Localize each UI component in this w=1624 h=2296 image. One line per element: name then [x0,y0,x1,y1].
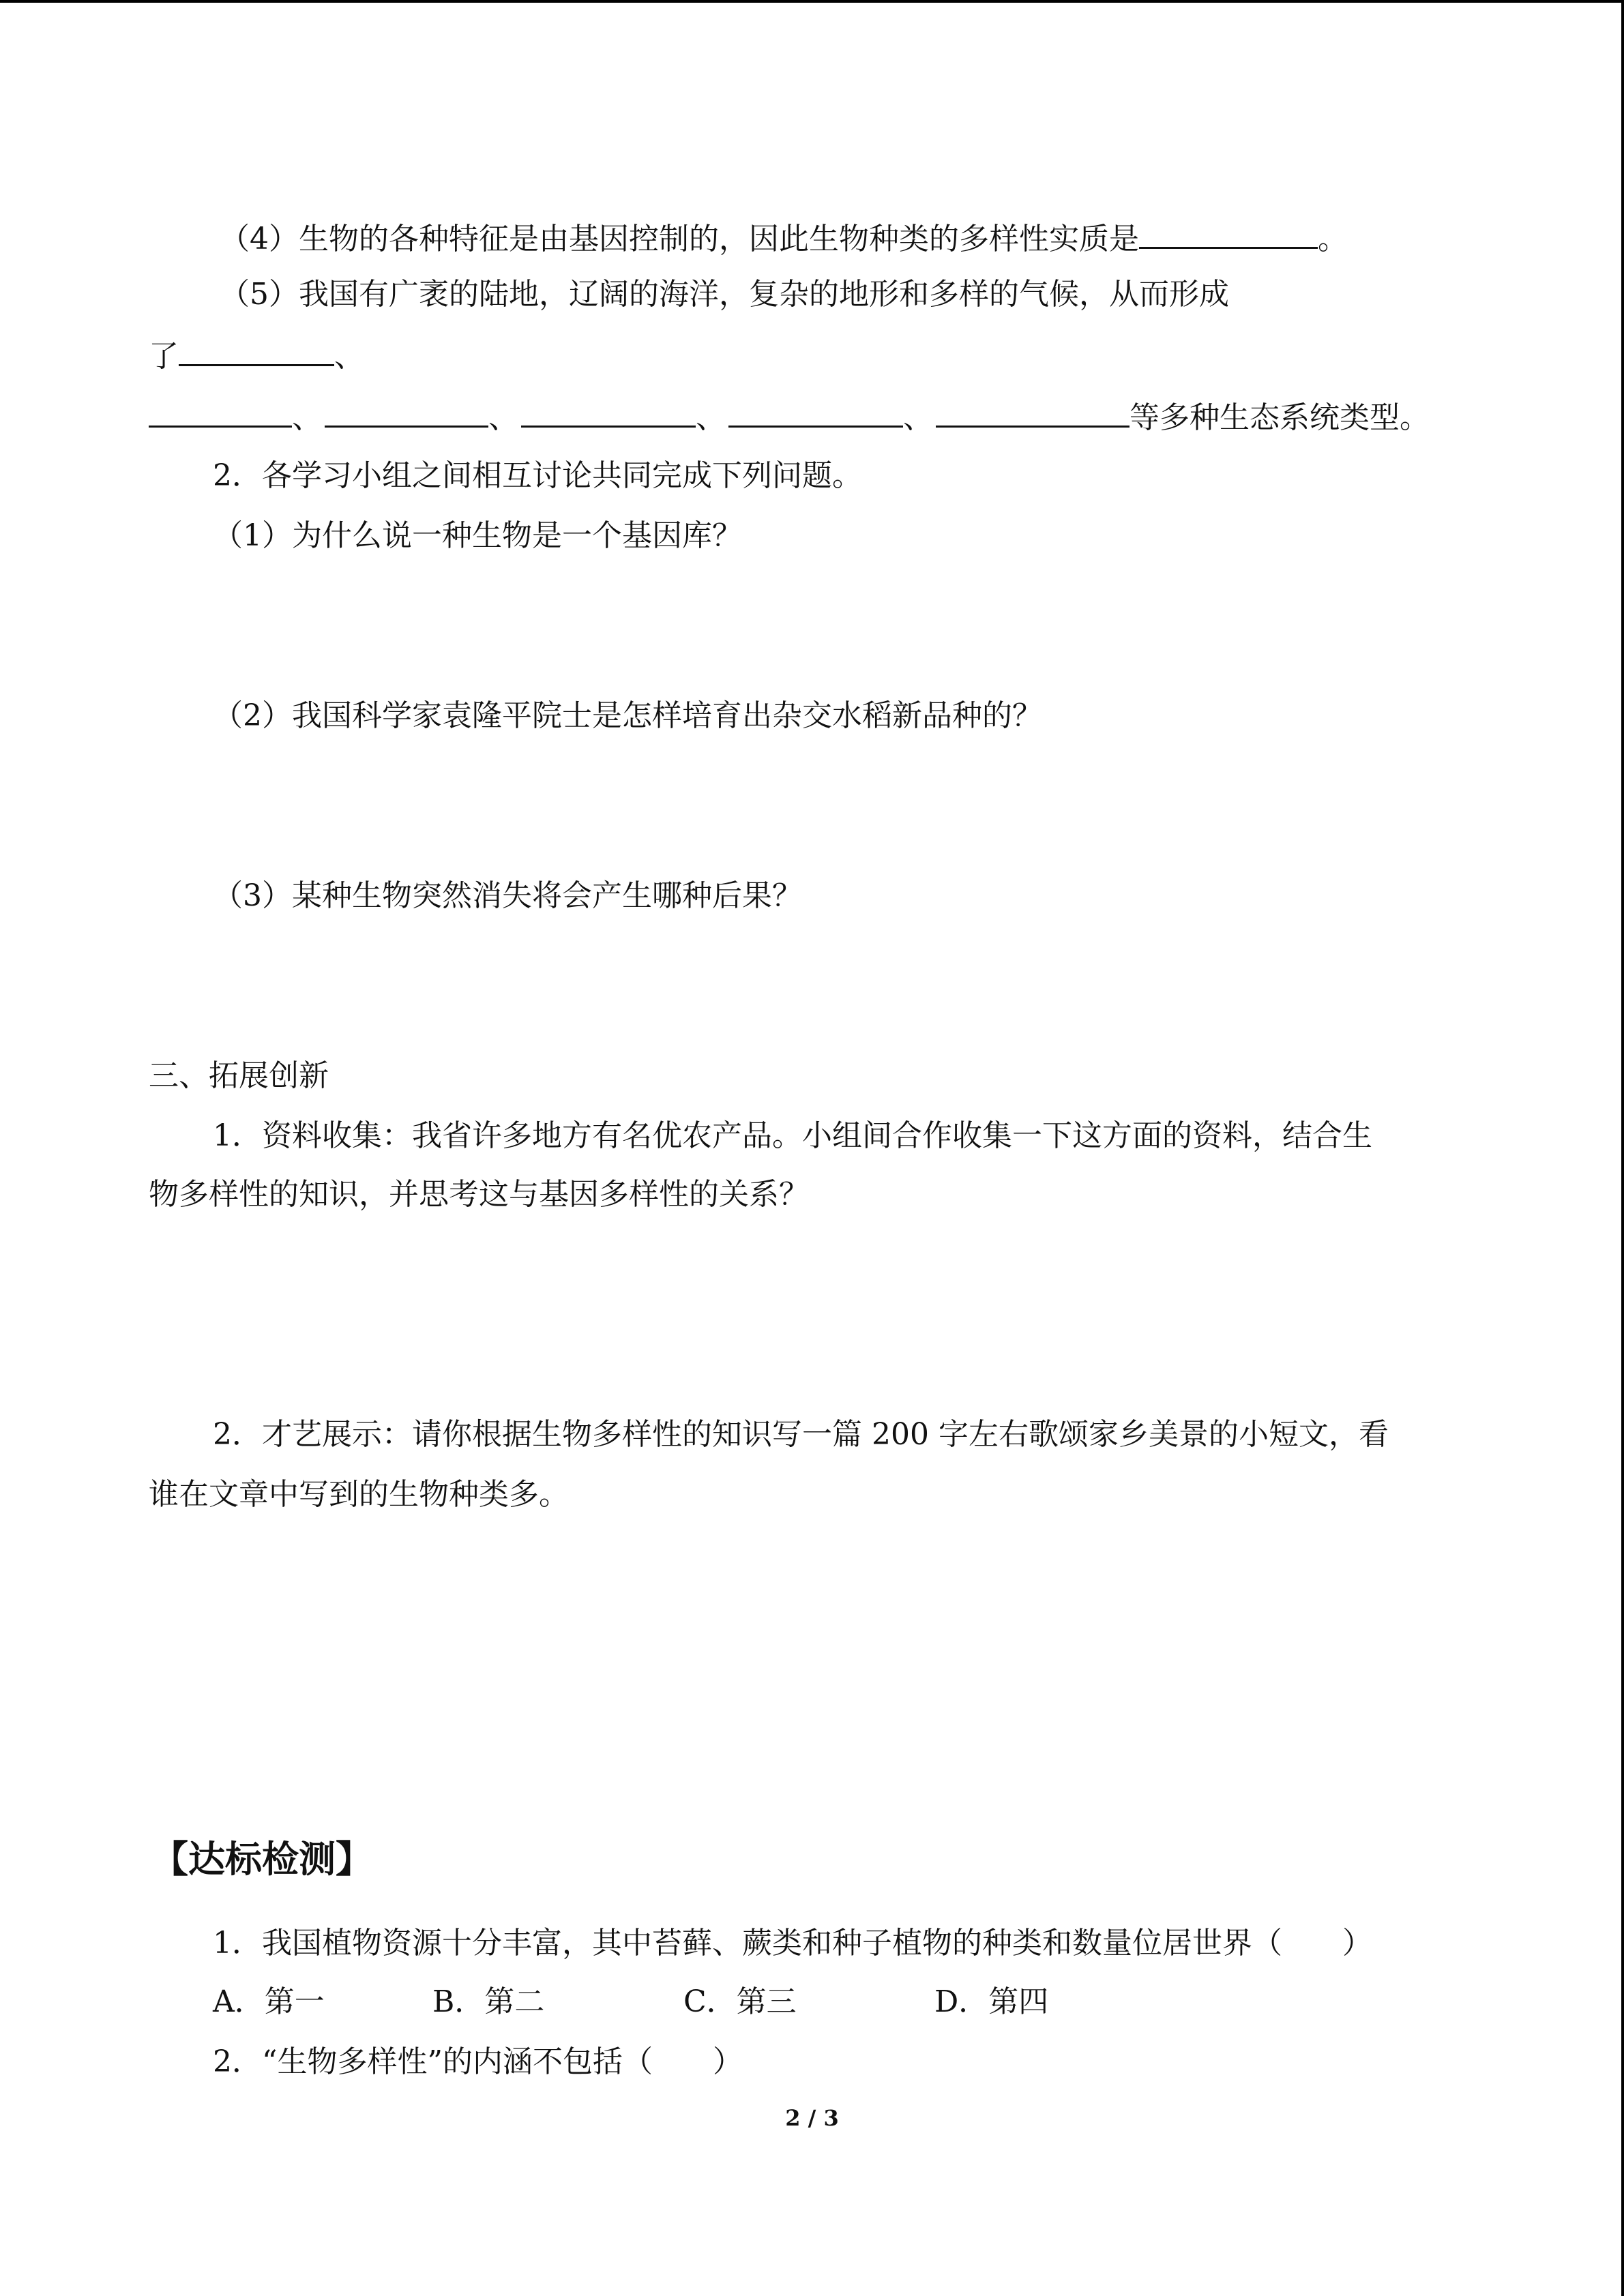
discussion-question-3: （3）某种生物突然消失将会产生哪种后果？ [213,878,802,913]
check-question-1: 1．我国植物资源十分丰富，其中苔藓、蕨类和种子植物的种类和数量位居世界（ ） [213,1926,1372,1960]
separator: 、 [292,400,322,435]
extension-item-1-line-2: 物多样性的知识，并思考这与基因多样性的关系？ [149,1177,809,1212]
answer-blank[interactable] [728,396,903,428]
separator: 、 [903,400,933,435]
check-question-2: 2．“生物多样性”的内涵不包括（ ） [213,2044,743,2079]
right-border-line [1621,0,1624,2296]
separator: 、 [488,400,518,435]
question-4-text: （4）生物的各种特征是由基因控制的，因此生物种类的多样性实质是 [220,222,1139,256]
question-5-prefix: 了 [149,339,179,374]
question-5-tail: 等多种生态系统类型。 [1130,400,1430,435]
discussion-title: 2．各学习小组之间相互讨论共同完成下列问题。 [213,458,862,493]
extension-item-2-line-2: 谁在文章中写到的生物种类多。 [149,1477,569,1512]
option-a: A．第一 [213,1984,325,2019]
answer-blank[interactable] [936,396,1130,428]
check-section-title: 【达标检测】 [151,1838,372,1881]
extension-item-1-line-1: 1．资料收集：我省许多地方有名优农产品。小组间合作收集一下这方面的资料，结合生 [213,1118,1372,1153]
answer-blank[interactable] [521,396,696,428]
option-c: C．第三 [683,1984,797,2019]
extension-item-2-line-1: 2．才艺展示：请你根据生物多样性的知识写一篇 200 字左右歌颂家乡美景的小短文，看 [213,1417,1389,1452]
answer-blank[interactable] [1139,217,1318,249]
question-4-line [220,217,1348,260]
top-border-line [0,0,1624,3]
question-5-line-2 [149,334,364,377]
page-number: 2 / 3 [785,2105,839,2131]
discussion-question-1: （1）为什么说一种生物是一个基因库？ [213,518,742,553]
extension-section-title: 三、拓展创新 [149,1058,329,1093]
question-4-end: 。 [1318,222,1348,256]
question-5-line-3 [149,396,1430,438]
option-d: D．第四 [934,1984,1049,2019]
separator: 、 [696,400,726,435]
answer-blank[interactable] [149,396,292,428]
separator: 、 [334,339,364,374]
answer-blank[interactable] [179,334,334,366]
question-5-line-1: （5）我国有广袤的陆地，辽阔的海洋，复杂的地形和多样的气候，从而形成 [220,277,1229,312]
answer-blank[interactable] [325,396,488,428]
option-b: B．第二 [432,1984,545,2019]
discussion-question-2: （2）我国科学家袁隆平院士是怎样培育出杂交水稻新品种的？ [213,698,1042,733]
